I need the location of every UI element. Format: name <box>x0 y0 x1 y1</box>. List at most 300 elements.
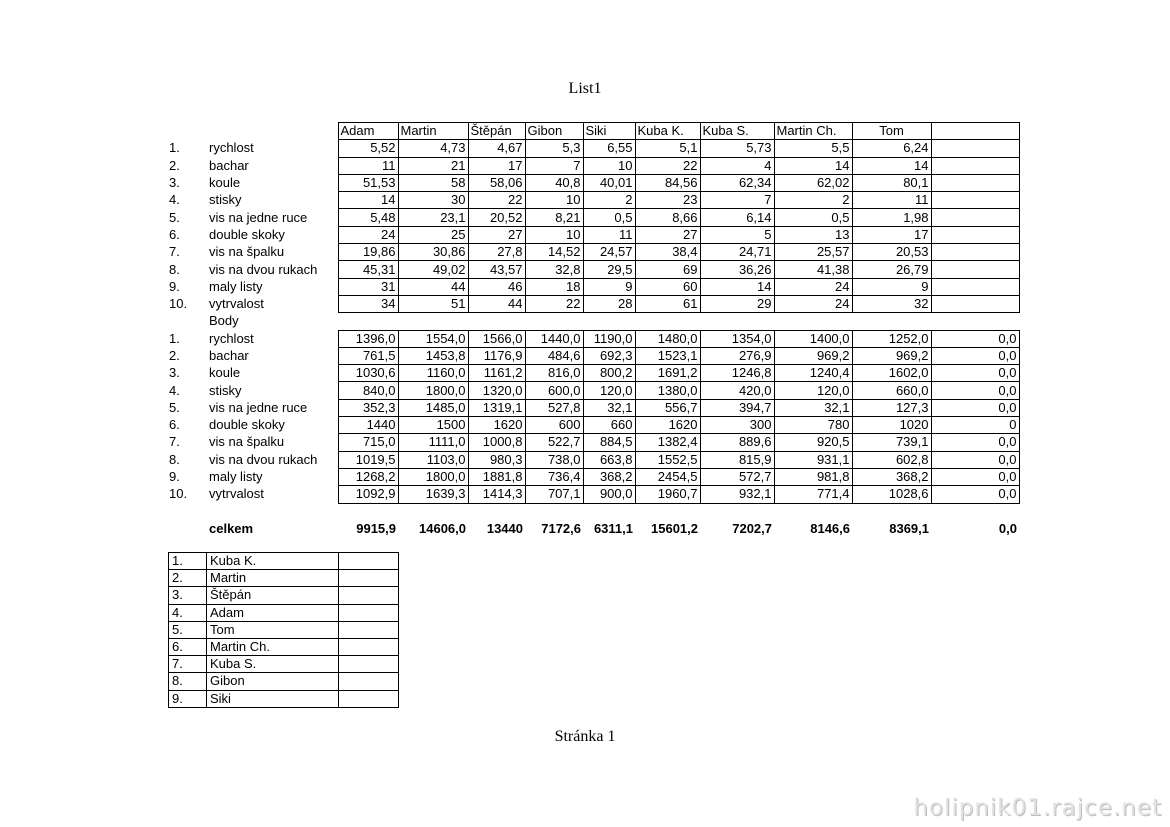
total-cell: 8369,1 <box>889 520 929 536</box>
result-cell: 6,14 <box>700 209 774 226</box>
raw-row <box>167 140 1019 157</box>
result-cell: 7 <box>700 192 774 209</box>
raw-row <box>167 295 1019 312</box>
rank-number: 1. <box>169 553 207 570</box>
points-row <box>167 330 1019 347</box>
discipline-label: maly listy <box>209 469 263 485</box>
result-cell: 11 <box>338 157 398 174</box>
total-cell: 9915,9 <box>356 520 396 536</box>
player-header: Tom <box>852 123 931 140</box>
points-row <box>167 468 1019 485</box>
result-cell: 22 <box>525 295 583 312</box>
result-cell: 49,02 <box>398 261 468 278</box>
points-cell: 1400,0 <box>774 330 852 347</box>
player-header: Martin <box>398 123 468 140</box>
points-cell: 0,0 <box>931 434 1019 451</box>
result-cell: 24,57 <box>583 244 635 261</box>
points-cell: 120,0 <box>774 382 852 399</box>
raw-row <box>167 174 1019 191</box>
row-number: 6. <box>169 417 180 433</box>
rank-number: 7. <box>169 656 207 673</box>
discipline-label: vytrvalost <box>209 296 264 312</box>
points-cell: 0,0 <box>931 399 1019 416</box>
blank-cell <box>167 520 207 537</box>
result-cell: 61 <box>635 295 700 312</box>
points-cell: 0,0 <box>931 382 1019 399</box>
total-cell: 0,0 <box>998 520 1017 536</box>
row-number: 6. <box>169 226 180 242</box>
total-cell: 13440 <box>486 520 523 536</box>
points-cell: 0,0 <box>931 330 1019 347</box>
points-row <box>167 417 1019 434</box>
result-cell: 28 <box>583 295 635 312</box>
points-row <box>167 365 1019 382</box>
result-cell: 27 <box>635 226 700 243</box>
points-row <box>167 382 1019 399</box>
result-cell: 21 <box>398 157 468 174</box>
result-cell: 14 <box>338 192 398 209</box>
points-cell: 739,1 <box>852 434 931 451</box>
result-cell: 32 <box>852 295 931 312</box>
points-cell: 1380,0 <box>635 382 700 399</box>
result-cell: 69 <box>635 261 700 278</box>
rank-number: 3. <box>169 587 207 604</box>
player-header: Štěpán <box>468 123 525 140</box>
rank-empty <box>339 604 399 621</box>
points-cell: 1246,8 <box>700 365 774 382</box>
player-header: Adam <box>338 123 398 140</box>
body-label: Body <box>209 313 239 329</box>
result-cell: 46 <box>468 278 525 295</box>
result-cell: 27 <box>468 226 525 243</box>
row-number: 7. <box>169 434 180 450</box>
points-row <box>167 486 1019 503</box>
result-cell: 62,02 <box>774 174 852 191</box>
row-number: 1. <box>169 330 180 346</box>
points-cell: 0,0 <box>931 451 1019 468</box>
results-table <box>167 122 1020 538</box>
result-cell: 6,24 <box>852 140 931 157</box>
player-header: Gibon <box>525 123 583 140</box>
row-number: 5. <box>169 209 180 225</box>
discipline-label: bachar <box>209 348 249 363</box>
result-cell: 9 <box>852 278 931 295</box>
raw-row <box>167 278 1019 295</box>
points-row <box>167 347 1019 364</box>
row-number: 3. <box>169 365 180 381</box>
points-cell: 692,3 <box>583 347 635 364</box>
raw-row <box>167 157 1019 174</box>
result-cell: 17 <box>468 157 525 174</box>
points-cell: 1881,8 <box>468 468 525 485</box>
result-cell: 5,5 <box>774 140 852 157</box>
rank-empty <box>339 673 399 690</box>
result-cell: 32,8 <box>525 261 583 278</box>
points-cell: 1160,0 <box>398 365 468 382</box>
blank-cell <box>338 313 1019 330</box>
ranking-table-body <box>169 553 399 708</box>
ranking-row <box>169 587 399 604</box>
total-row <box>167 520 1019 537</box>
result-cell: 5,3 <box>525 140 583 157</box>
rank-name: Martin Ch. <box>207 638 339 655</box>
points-cell: 1639,3 <box>398 486 468 503</box>
points-cell: 32,1 <box>583 399 635 416</box>
result-cell: 5,1 <box>635 140 700 157</box>
points-cell: 1320,0 <box>468 382 525 399</box>
result-cell: 8,66 <box>635 209 700 226</box>
empty-cell <box>931 157 1019 174</box>
discipline-label: vis na špalku <box>209 434 285 450</box>
points-cell: 931,1 <box>774 451 852 468</box>
results-table-body <box>167 123 1019 538</box>
points-cell: 1103,0 <box>398 451 468 468</box>
result-cell: 38,4 <box>635 244 700 261</box>
points-cell: 900,0 <box>583 486 635 503</box>
blank-cell <box>167 503 1019 520</box>
result-cell: 5,73 <box>700 140 774 157</box>
ranking-row <box>169 604 399 621</box>
points-cell: 1440,0 <box>525 330 583 347</box>
ranking-row <box>169 570 399 587</box>
ranking-table <box>168 552 399 708</box>
result-cell: 1,98 <box>852 209 931 226</box>
result-cell: 14 <box>774 157 852 174</box>
result-cell: 14 <box>700 278 774 295</box>
result-cell: 10 <box>525 192 583 209</box>
total-cell: 6311,1 <box>593 520 633 536</box>
rank-name: Kuba S. <box>207 656 339 673</box>
row-number: 1. <box>169 140 180 156</box>
points-cell: 1354,0 <box>700 330 774 347</box>
discipline-label: vis na jedne ruce <box>209 209 308 225</box>
points-cell: 1252,0 <box>852 330 931 347</box>
result-cell: 11 <box>583 226 635 243</box>
rank-number: 8. <box>169 673 207 690</box>
points-cell: 771,4 <box>774 486 852 503</box>
points-row <box>167 434 1019 451</box>
row-number: 9. <box>169 278 180 294</box>
points-cell: 663,8 <box>583 451 635 468</box>
points-cell: 1268,2 <box>338 468 398 485</box>
points-cell: 300 <box>700 417 774 434</box>
result-cell: 24,71 <box>700 244 774 261</box>
points-cell: 1382,4 <box>635 434 700 451</box>
row-number: 10. <box>169 296 188 312</box>
result-cell: 17 <box>852 226 931 243</box>
result-cell: 14,52 <box>525 244 583 261</box>
discipline-label: koule <box>209 175 241 191</box>
discipline-label: koule <box>209 365 241 381</box>
discipline-label: double skoky <box>209 226 285 242</box>
total-cell: 7172,6 <box>541 520 581 536</box>
result-cell: 36,26 <box>700 261 774 278</box>
points-cell: 1620 <box>635 417 700 434</box>
points-cell: 1800,0 <box>398 382 468 399</box>
points-cell: 527,8 <box>525 399 583 416</box>
points-cell: 1500 <box>398 417 468 434</box>
total-cell: 7202,7 <box>732 520 772 536</box>
points-cell: 1019,5 <box>338 451 398 468</box>
row-number: 4. <box>169 382 180 398</box>
points-cell: 572,7 <box>700 468 774 485</box>
player-header: Kuba S. <box>700 123 774 140</box>
rank-name: Kuba K. <box>207 553 339 570</box>
result-cell: 24 <box>774 295 852 312</box>
result-cell: 23,1 <box>398 209 468 226</box>
result-cell: 84,56 <box>635 174 700 191</box>
result-cell: 10 <box>525 226 583 243</box>
points-cell: 1111,0 <box>398 434 468 451</box>
points-cell: 1028,6 <box>852 486 931 503</box>
discipline-label: vytrvalost <box>209 486 264 502</box>
points-cell: 660 <box>583 417 635 434</box>
rank-name: Tom <box>207 621 339 638</box>
points-cell: 1620 <box>468 417 525 434</box>
result-cell: 80,1 <box>852 174 931 191</box>
header-blank <box>167 123 207 140</box>
result-cell: 27,8 <box>468 244 525 261</box>
row-number: 9. <box>169 469 180 485</box>
discipline-label: vis na jedne ruce <box>209 399 308 415</box>
result-cell: 24 <box>774 278 852 295</box>
empty-cell <box>931 209 1019 226</box>
rank-name: Adam <box>207 604 339 621</box>
row-number: 2. <box>169 348 180 363</box>
points-cell: 815,9 <box>700 451 774 468</box>
rank-name: Gibon <box>207 673 339 690</box>
rank-empty <box>339 656 399 673</box>
points-cell: 736,4 <box>525 468 583 485</box>
points-cell: 32,1 <box>774 399 852 416</box>
discipline-label: vis na dvou rukach <box>209 451 318 467</box>
result-cell: 44 <box>398 278 468 295</box>
result-cell: 4,67 <box>468 140 525 157</box>
points-cell: 127,3 <box>852 399 931 416</box>
points-cell: 715,0 <box>338 434 398 451</box>
total-cell: 14606,0 <box>419 520 466 536</box>
points-cell: 840,0 <box>338 382 398 399</box>
result-cell: 0,5 <box>583 209 635 226</box>
points-cell: 1552,5 <box>635 451 700 468</box>
points-cell: 0 <box>931 417 1019 434</box>
result-cell: 24 <box>338 226 398 243</box>
points-cell: 1554,0 <box>398 330 468 347</box>
points-cell: 1161,2 <box>468 365 525 382</box>
ranking-row <box>169 638 399 655</box>
points-cell: 1020 <box>852 417 931 434</box>
result-cell: 51,53 <box>338 174 398 191</box>
result-cell: 8,21 <box>525 209 583 226</box>
result-cell: 18 <box>525 278 583 295</box>
result-cell: 29 <box>700 295 774 312</box>
rank-empty <box>339 621 399 638</box>
result-cell: 26,79 <box>852 261 931 278</box>
points-cell: 352,3 <box>338 399 398 416</box>
points-cell: 1691,2 <box>635 365 700 382</box>
points-cell: 1960,7 <box>635 486 700 503</box>
discipline-label: stisky <box>209 382 242 398</box>
points-cell: 1092,9 <box>338 486 398 503</box>
rank-number: 9. <box>169 690 207 707</box>
discipline-label: bachar <box>209 157 249 173</box>
points-cell: 600 <box>525 417 583 434</box>
points-cell: 120,0 <box>583 382 635 399</box>
result-cell: 5 <box>700 226 774 243</box>
points-cell: 969,2 <box>774 347 852 364</box>
points-cell: 889,6 <box>700 434 774 451</box>
points-cell: 0,0 <box>931 347 1019 364</box>
result-cell: 51 <box>398 295 468 312</box>
empty-cell <box>931 261 1019 278</box>
points-cell: 707,1 <box>525 486 583 503</box>
points-cell: 1176,9 <box>468 347 525 364</box>
result-cell: 14 <box>852 157 931 174</box>
row-number: 7. <box>169 244 180 260</box>
points-row <box>167 451 1019 468</box>
rank-number: 4. <box>169 604 207 621</box>
result-cell: 5,48 <box>338 209 398 226</box>
result-cell: 2 <box>583 192 635 209</box>
empty-cell <box>931 192 1019 209</box>
result-cell: 34 <box>338 295 398 312</box>
rank-empty <box>339 638 399 655</box>
empty-cell <box>931 278 1019 295</box>
discipline-label: double skoky <box>209 417 285 433</box>
player-header: Martin Ch. <box>774 123 852 140</box>
rank-number: 6. <box>169 638 207 655</box>
points-cell: 1440 <box>338 417 398 434</box>
result-cell: 4,73 <box>398 140 468 157</box>
points-cell: 660,0 <box>852 382 931 399</box>
rank-name: Martin <box>207 570 339 587</box>
discipline-label: maly listy <box>209 278 263 294</box>
result-cell: 31 <box>338 278 398 295</box>
points-cell: 0,0 <box>931 468 1019 485</box>
discipline-label: vis na dvou rukach <box>209 261 318 277</box>
points-cell: 1190,0 <box>583 330 635 347</box>
raw-row <box>167 226 1019 243</box>
rank-empty <box>339 570 399 587</box>
rank-number: 2. <box>169 570 207 587</box>
points-cell: 368,2 <box>852 468 931 485</box>
points-row <box>167 399 1019 416</box>
watermark: holipnik01.rajce.net <box>913 795 1162 821</box>
points-cell: 1414,3 <box>468 486 525 503</box>
total-cell: 15601,2 <box>651 520 698 536</box>
row-number: 8. <box>169 261 180 277</box>
raw-row <box>167 244 1019 261</box>
points-cell: 0,0 <box>931 486 1019 503</box>
empty-cell <box>931 174 1019 191</box>
row-number: 8. <box>169 451 180 467</box>
raw-row <box>167 192 1019 209</box>
row-number: 4. <box>169 192 180 208</box>
result-cell: 20,53 <box>852 244 931 261</box>
page-title: List1 <box>568 80 602 97</box>
result-cell: 58,06 <box>468 174 525 191</box>
result-cell: 44 <box>468 295 525 312</box>
ranking-row <box>169 553 399 570</box>
result-cell: 41,38 <box>774 261 852 278</box>
points-cell: 980,3 <box>468 451 525 468</box>
empty-cell <box>931 140 1019 157</box>
result-cell: 25,57 <box>774 244 852 261</box>
result-cell: 25 <box>398 226 468 243</box>
points-cell: 368,2 <box>583 468 635 485</box>
points-cell: 1800,0 <box>398 468 468 485</box>
points-cell: 920,5 <box>774 434 852 451</box>
result-cell: 11 <box>852 192 931 209</box>
result-cell: 22 <box>468 192 525 209</box>
points-cell: 884,5 <box>583 434 635 451</box>
result-cell: 10 <box>583 157 635 174</box>
blank-cell <box>167 313 207 330</box>
result-cell: 6,55 <box>583 140 635 157</box>
points-cell: 969,2 <box>852 347 931 364</box>
header-blank <box>207 123 338 140</box>
points-cell: 1523,1 <box>635 347 700 364</box>
result-cell: 58 <box>398 174 468 191</box>
points-cell: 1480,0 <box>635 330 700 347</box>
points-cell: 1485,0 <box>398 399 468 416</box>
result-cell: 43,57 <box>468 261 525 278</box>
result-cell: 4 <box>700 157 774 174</box>
points-cell: 1396,0 <box>338 330 398 347</box>
result-cell: 7 <box>525 157 583 174</box>
points-cell: 1000,8 <box>468 434 525 451</box>
result-cell: 19,86 <box>338 244 398 261</box>
points-cell: 761,5 <box>338 347 398 364</box>
points-cell: 1240,4 <box>774 365 852 382</box>
points-cell: 1602,0 <box>852 365 931 382</box>
empty-cell <box>931 244 1019 261</box>
points-cell: 420,0 <box>700 382 774 399</box>
discipline-label: stisky <box>209 192 242 208</box>
points-cell: 738,0 <box>525 451 583 468</box>
player-header: Siki <box>583 123 635 140</box>
points-cell: 800,2 <box>583 365 635 382</box>
row-number: 2. <box>169 157 180 173</box>
raw-row <box>167 209 1019 226</box>
rank-empty <box>339 587 399 604</box>
points-cell: 602,8 <box>852 451 931 468</box>
points-cell: 0,0 <box>931 365 1019 382</box>
result-cell: 20,52 <box>468 209 525 226</box>
points-cell: 556,7 <box>635 399 700 416</box>
raw-row <box>167 261 1019 278</box>
points-cell: 816,0 <box>525 365 583 382</box>
page-footer: Stránka 1 <box>554 728 616 745</box>
result-cell: 30,86 <box>398 244 468 261</box>
points-cell: 276,9 <box>700 347 774 364</box>
header-row <box>167 123 1019 140</box>
player-header: Kuba K. <box>635 123 700 140</box>
body-section-row <box>167 313 1019 330</box>
row-number: 5. <box>169 399 180 415</box>
result-cell: 5,52 <box>338 140 398 157</box>
rank-empty <box>339 553 399 570</box>
points-cell: 2454,5 <box>635 468 700 485</box>
row-number: 10. <box>169 486 188 502</box>
points-cell: 394,7 <box>700 399 774 416</box>
result-cell: 22 <box>635 157 700 174</box>
ranking-row <box>169 690 399 707</box>
points-cell: 1566,0 <box>468 330 525 347</box>
result-cell: 9 <box>583 278 635 295</box>
result-cell: 29,5 <box>583 261 635 278</box>
points-cell: 1030,6 <box>338 365 398 382</box>
